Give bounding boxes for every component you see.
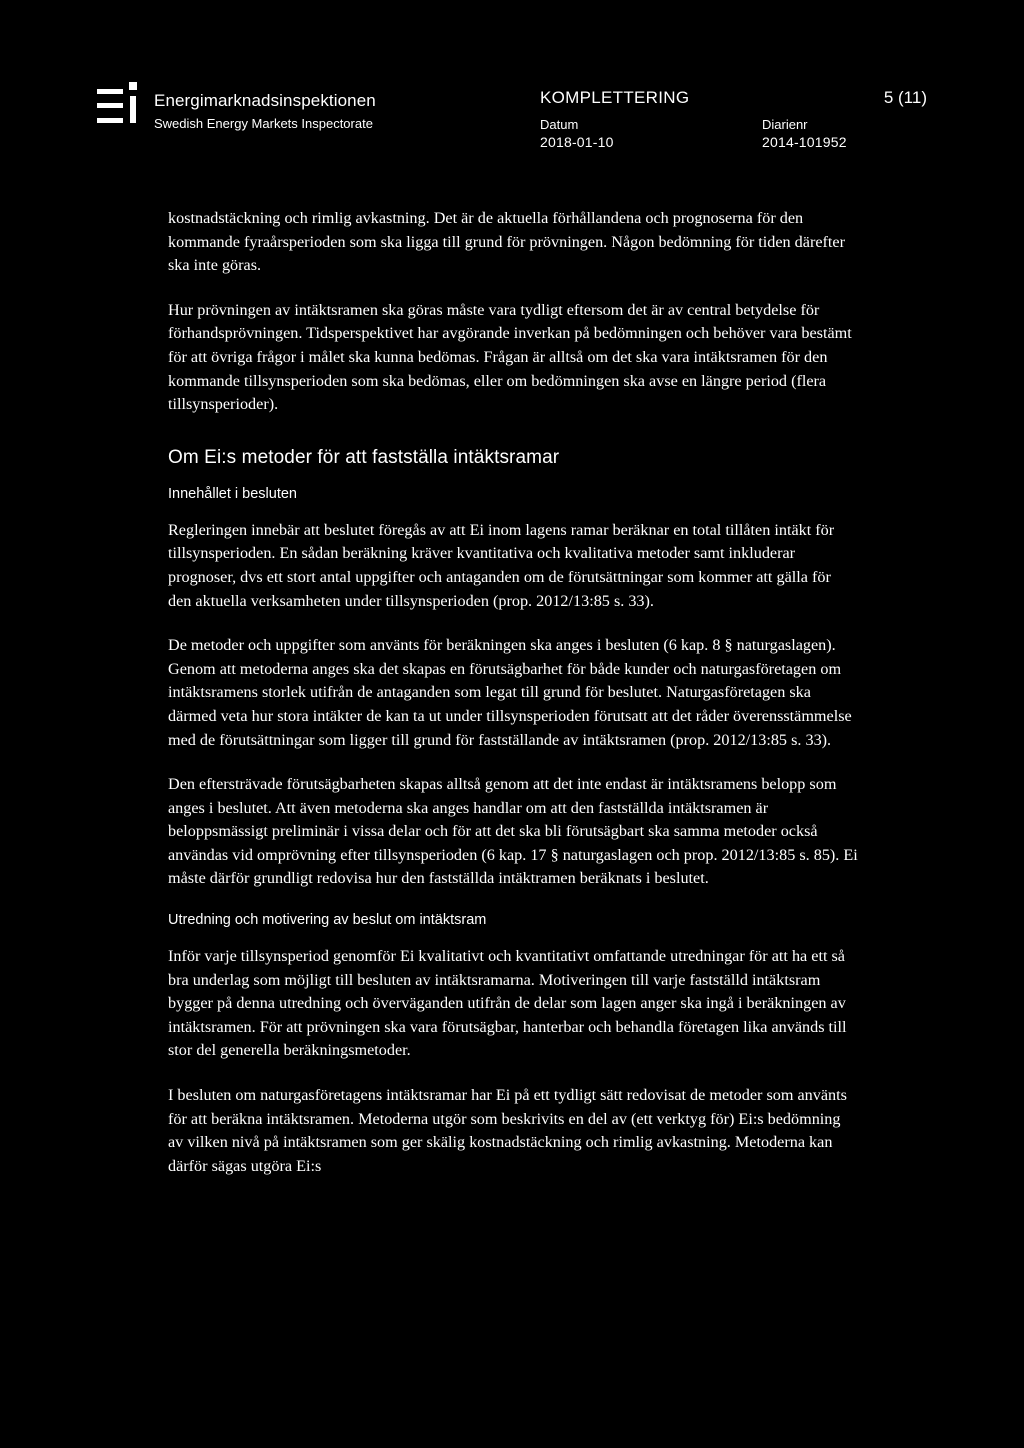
ei-logo-icon — [97, 82, 143, 128]
page-number: 5 (11) — [883, 88, 927, 107]
paragraph-5: Den eftersträvade förutsägbarheten skapas alltså genom att det inte endast är intäktsramens belopp som anges i beslutet. Att även metoderna ska anges handlar om att den fastställda intäktsramen är beloppsmässigt preliminär i vissa delar och för att det ska bli förutsägbart ska samma metoder också användas vid omprövning efter tillsynsperioden (6 kap. 17 § naturgaslagen och prop. 2012/13:85 s. 85). Ei måste därför grundligt redovisa hur den fastställda intäktramen beräknats i beslutet. — [168, 775, 858, 888]
paragraph-1: kostnadstäckning och rimlig avkastning. Det är de aktuella förhållandena och prognoserna för den kommande fyraårsperioden som ska ligga till grund för prövningen. Någon bedömning för tiden därefter ska inte göras. — [168, 209, 845, 275]
paragraph-4: De metoder och uppgifter som använts för beräkningen ska anges i besluten (6 kap. 8 § naturgaslagen). Genom att metoderna anges ska det skapas en förutsägbarhet för både kunder och naturgasföretagen om intäktsramens storlek utifrån de antaganden som legat till grund för beslutet. Naturgasföretagen ska därmed veta hur stora intäkter de kan ta ut under tillsynsperioden förutsatt att det råder överensstämmelse med de förutsättningar som ligger till grund för fastställande av intäktsramen (prop. 2012/13:85 s. 33). — [168, 636, 852, 749]
date-label: Datum — [540, 117, 579, 132]
date-value: 2018-01-10 — [540, 134, 614, 150]
diarienr-value: 2014-101952 — [762, 134, 847, 150]
document-body — [168, 207, 858, 1199]
org-name: Energimarknadsinspektionen — [154, 91, 376, 110]
document-type: KOMPLETTERING — [540, 88, 690, 107]
diarienr-label: Diarienr — [762, 117, 808, 132]
paragraph-3: Regleringen innebär att beslutet föregås av att Ei inom lagens ramar beräknar en total tillåten intäkt för tillsynsperioden. En sådan beräkning kräver kvantitativa och kvalitativa metoder samt inkluderar prognoser, dvs ett stort antal uppgifter och antaganden om de förutsättningar som kommer att gälla för den aktuella verksamheten under tillsynsperioden (prop. 2012/13:85 s. 33). — [168, 520, 835, 610]
document-header — [97, 82, 937, 152]
org-name-english: Swedish Energy Markets Inspectorate — [154, 116, 373, 131]
paragraph-6: Inför varje tillsynsperiod genomför Ei kvalitativt och kvantitativt omfattande utredningar för att ha ett så bra underlag som möjligt till besluten av intäktsramarna. Motiveringen till varje fastställd intäktsram bygger på denna utredning och överväganden utifrån de delar som lagen anger ska ingå i beräkningen av intäktsramen. För att prövningen ska vara förutsägbar, hanterbar och behandla företagen lika används till stor del generella beräkningsmetoder. — [168, 947, 847, 1060]
section-heading: Om Ei:s metoder för att fastställa intäktsramar — [168, 446, 560, 468]
subheading-content: Innehållet i besluten — [168, 485, 297, 502]
paragraph-2: Hur prövningen av intäktsramen ska göras måste vara tydligt eftersom det är av central betydelse för förhandsprövningen. Tidsperspektivet har avgörande inverkan på bedömningen och behöver vara bestämt för att övriga frågor i målet ska kunna bedömas. Frågan är alltså om det ska vara intäktsramen för den kommande tillsynsperioden som ska bedömas, eller om bedömningen ska avse en längre period (flera tillsynsperioder). — [168, 300, 852, 414]
subheading-investigation: Utredning och motivering av beslut om intäktsram — [168, 912, 487, 929]
paragraph-7: I besluten om naturgasföretagens intäktsramar har Ei på ett tydligt sätt redovisat de metoder som använts för att beräkna intäktsramen. Metoderna utgör som beskrivits en del av (ett verktyg för) Ei:s bedömning av vilken nivå på intäktsramen som ger skälig kostnadstäckning och rimlig avkastning. Metoderna kan därför sägas utgöra Ei:s — [168, 1086, 847, 1175]
